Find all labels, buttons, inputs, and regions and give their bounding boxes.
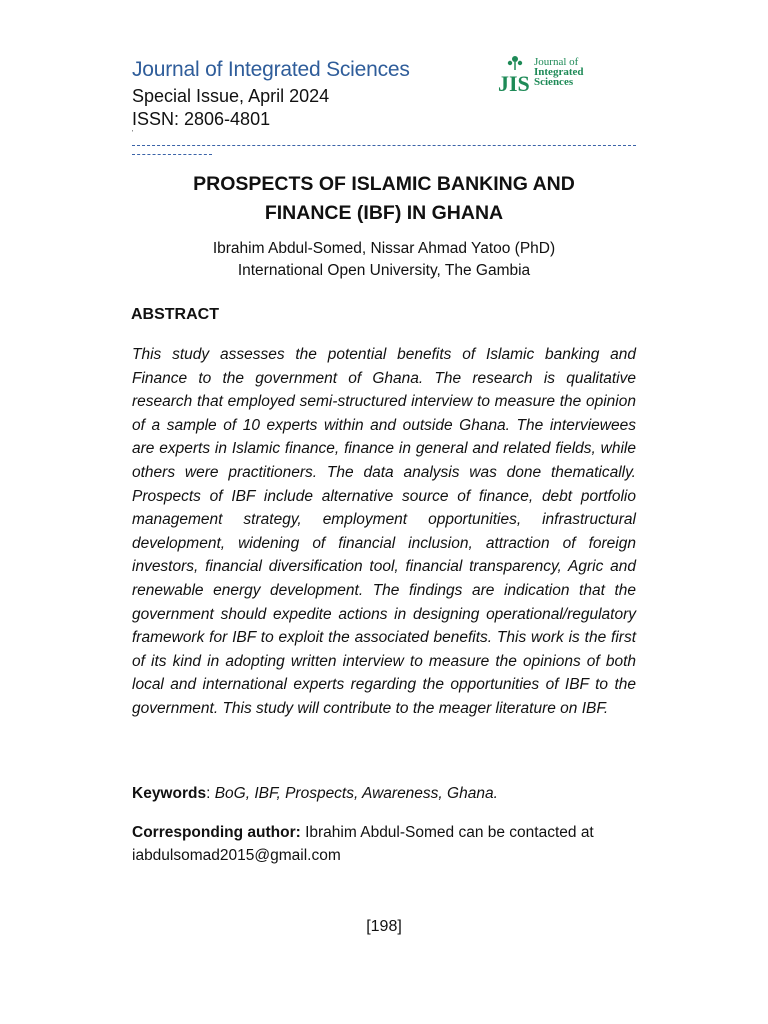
corresponding-label: Corresponding author: (132, 824, 301, 841)
logo-line1: Journal of (534, 56, 579, 68)
paper-title-line1: PROSPECTS OF ISLAMIC BANKING AND (193, 173, 575, 195)
paper-title-line2: FINANCE (IBF) IN GHANA (264, 202, 504, 224)
tiny-mark: ' (132, 130, 134, 137)
issue-line: Special Issue, April 2024 (132, 86, 330, 106)
header-divider-short (132, 154, 212, 155)
keywords-label: Keywords (132, 785, 207, 802)
issn-line: ISSN: 2806-4801 (132, 109, 271, 129)
abstract-text: This study assesses the potential benefits of Islamic banking and Finance to the government of Ghana. The research is qualitative research that employed semi-structured interview to measure the opinion of a sample of 10 experts within and outside Ghana. The interviewees are experts in Islamic finance, finance in general and related fields, while others were practitioners. The data analysis was done thematically. Prospects of IBF include alternative source of finance, debt portfolio management strategy, employment opportunities, infrastructural development, widening of financial inclusion, attraction of foreign investors, financial diversification tool, financial transparency, Agric and renewable energy development. The findings are indication that the government should expedite actions in designing operational/regulatory framework for IBF to exploit the associated benefits. This work is the first of its kind in adopting written interview to measure the opinions of both local and international experts regarding the opportunities of IBF to the government. This study will contribute to the meager literature on IBF. (132, 346, 636, 717)
corresponding-value: Ibrahim Abdul-Somed can be contacted at iabdulsomad2015@gmail.com (132, 824, 594, 864)
paper-title (132, 170, 636, 228)
keywords (132, 785, 498, 803)
abstract-heading: ABSTRACT (131, 306, 219, 323)
journal-logo (497, 54, 627, 98)
logo-line3: Sciences (534, 76, 574, 88)
header-divider (132, 145, 636, 146)
logo-monogram: JIS (498, 71, 530, 96)
jis-logo-icon (497, 54, 533, 96)
logo-line2: Integrated (534, 66, 584, 78)
page-number: [198] (366, 918, 402, 935)
authors: Ibrahim Abdul-Somed, Nissar Ahmad Yatoo (PhD) (212, 240, 556, 257)
keywords-colon: : (206, 785, 215, 802)
journal-title: Journal of Integrated Sciences (132, 58, 410, 81)
keywords-value: BoG, IBF, Prospects, Awareness, Ghana. (214, 785, 498, 802)
corresponding-author (132, 821, 642, 867)
affiliation: International Open University, The Gambia (237, 262, 531, 279)
